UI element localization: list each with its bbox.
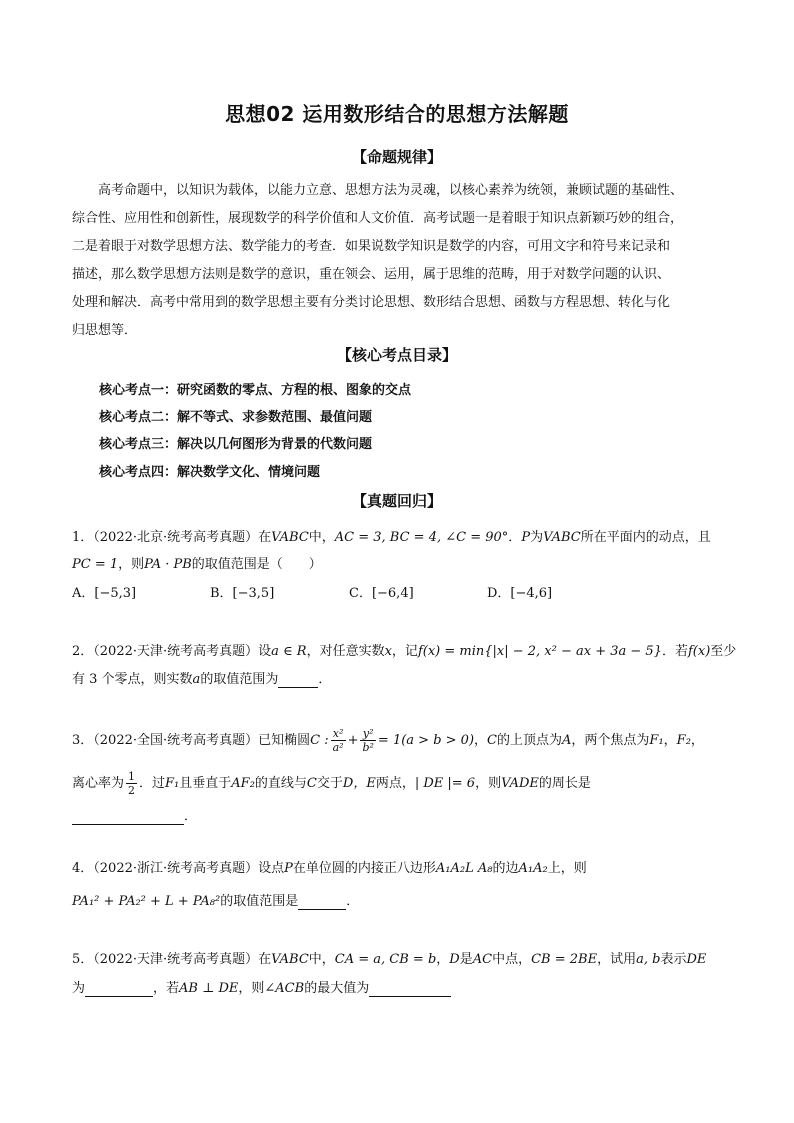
intro-line-2: 综合性、应用性和创新性，展现数学的科学价值和人文价值．高考试题一是着眼于知识点新颖巧妙的组合，: [72, 211, 684, 226]
intro-line-6: 归思想等．: [72, 323, 138, 338]
question-1-option-a: A．[−5,3]: [72, 586, 137, 601]
question-4-line-1: 4．（2022·浙江·统考高考真题）设点P在单位圆的内接正八边形A₁A₂L A₈的边A₁A₂上，则: [72, 861, 587, 876]
question-3-line-1: 3．（2022·全国·统考高考真题）已知椭圆C : $\frac{\text{x²}}{\text{a²}}$ + $\frac{\text{y²}}{\text{b²}}$ = 1(a > b > 0)，C的上顶点为A，两个焦点为F₁，F₂，: [72, 727, 704, 754]
question-2-line-2: 有 3 个零点，则实数a的取值范围为 ．: [72, 672, 332, 687]
answer-blank[interactable]: [85, 981, 153, 997]
section-heading-review: 【真题回归】: [351, 492, 442, 510]
answer-blank[interactable]: [72, 809, 184, 825]
intro-line-1: 高考命题中，以知识为载体，以能力立意、思想方法为灵魂，以核心素养为统领，兼顾试题的基础性、: [98, 183, 684, 198]
question-3-line-3: ．: [72, 805, 197, 825]
catalog-item-3: 核心考点三：解决以几何图形为背景的代数问题: [99, 437, 373, 452]
section-heading-catalog: 【核心考点目录】: [336, 346, 457, 364]
intro-line-4: 描述，那么数学思想方法则是数学的意识，重在领会、运用，属于思维的范畴，用于对数学问题的认识、: [72, 267, 671, 282]
answer-blank[interactable]: [369, 981, 451, 997]
question-1-option-c: C．[−6,4]: [349, 586, 414, 601]
question-1-line-2: PC = 1，则PA · PB的取值范围是（ ）: [72, 557, 322, 572]
catalog-item-4: 核心考点四：解决数学文化、情境问题: [99, 465, 321, 480]
question-5-line-1: 5．（2022·天津·统考高考真题）在VABC中，CA = a, CB = b，D是AC中点，CB = 2BE，试用a, b表示DE: [72, 952, 707, 967]
answer-blank[interactable]: [298, 894, 346, 910]
intro-paragraph: [72, 177, 724, 345]
intro-line-3: 二是着眼于对数学思想方法、数学能力的考查．如果说数学知识是数学的内容，可用文字和符号来记录和: [72, 239, 671, 254]
fraction: $\frac{1}{2}$: [128, 770, 136, 797]
question-1-option-b: B．[−3,5]: [210, 586, 275, 601]
catalog-item-2: 核心考点二：解不等式、求参数范围、最值问题: [99, 410, 373, 425]
question-3-line-2: 离心率为 $\frac{1}{2}$ ．过F₁且垂直于AF₂的直线与C交于D，E两点，| DE |= 6，则VADE的周长是: [72, 770, 591, 797]
question-2-line-1: 2．（2022·天津·统考高考真题）设a ∈ R，对任意实数x，记f(x) = min{|x| − 2, x² − ax + 3a − 5}．若f(x)至少: [72, 644, 737, 659]
question-1-line-1: 1．（2022·北京·统考高考真题）在VABC中，AC = 3, BC = 4, ∠C = 90°．P为VABC所在平面内的动点，且: [72, 530, 711, 545]
question-5-line-2: 为 ，若AB ⊥ DE，则∠ACB的最大值为: [72, 977, 451, 997]
question-4-line-2: PA₁² + PA₂² + L + PA₈²的取值范围是 ．: [72, 894, 360, 909]
fraction: $\frac{\text{x²}}{\text{a²}}$: [332, 727, 344, 754]
section-heading-law: 【命题规律】: [351, 148, 442, 166]
question-1-option-d: D．[−4,6]: [487, 586, 553, 601]
page-title: 思想02 运用数形结合的思想方法解题: [225, 102, 569, 126]
intro-line-5: 处理和解决．高考中常用到的数学思想主要有分类讨论思想、数形结合思想、函数与方程思想、转化与化: [72, 295, 671, 310]
answer-blank[interactable]: [278, 672, 318, 688]
fraction: $\frac{\text{y²}}{\text{b²}}$: [362, 727, 374, 754]
catalog-item-1: 核心考点一：研究函数的零点、方程的根、图象的交点: [99, 383, 412, 398]
